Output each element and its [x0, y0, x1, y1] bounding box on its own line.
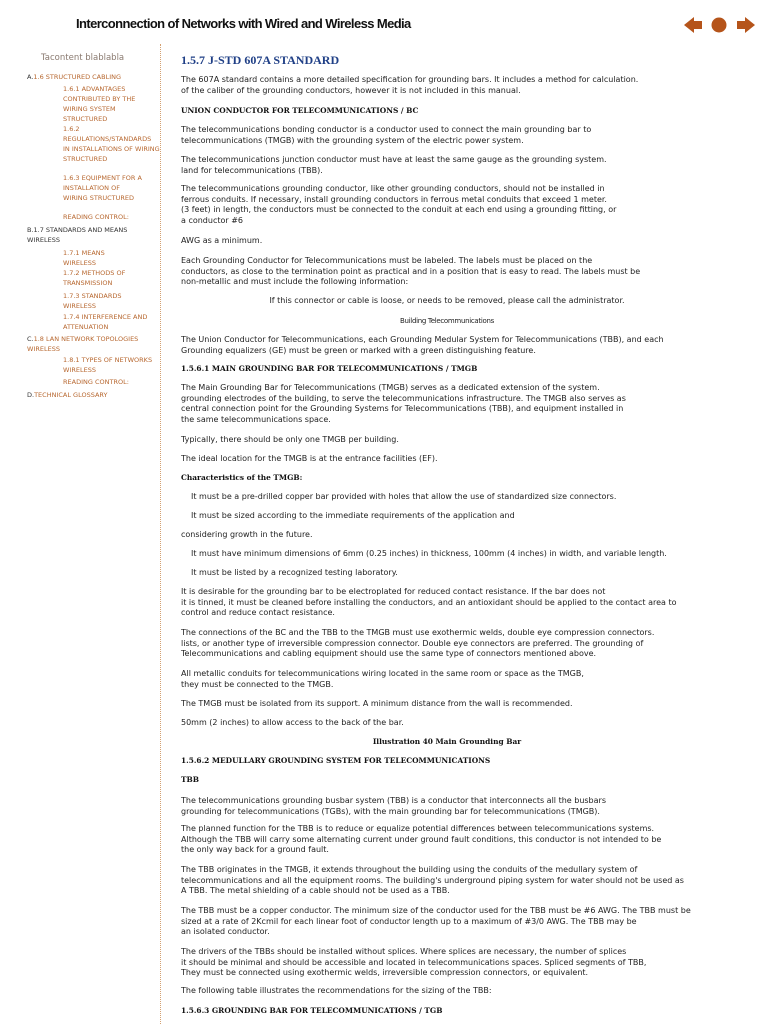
toc-item-label: 1.7.1 MEANS WIRELESS	[63, 249, 105, 267]
paragraph: The TBB must be a copper conductor. The minimum size of the conductor used for the TBB must be #6 AWG. The TBB must be sized at a rate of 2Kcmil for each linear foot of conductor length up to a maximum of #3/0 AWG. The TBB may be an isolated conductor.	[181, 906, 691, 937]
subheading: 1.5.6.3 GROUNDING BAR FOR TELECOMMUNICATIONS / TGB	[181, 1006, 443, 1015]
toc-item-glossary[interactable]	[27, 390, 157, 400]
arrow-left-icon[interactable]	[684, 17, 702, 33]
paragraph: The planned function for the TBB is to reduce or equalize potential differences between telecommunications systems. Although the TBB will carry some alternating current under ground fault conditions, this conductor is not intended to be the only way back for a ground fault.	[181, 824, 662, 855]
toc-item-reading-control-a[interactable]	[63, 212, 153, 222]
toc-item-label: READING CONTROL:	[63, 378, 129, 386]
paragraph: The following table illustrates the recommendations for the sizing of the TBB:	[181, 986, 492, 995]
sidebar-divider	[160, 44, 161, 1024]
header	[0, 0, 768, 40]
toc-marker: D.	[27, 391, 35, 399]
paragraph: 50mm (2 inches) to allow access to the back of the bar.	[181, 718, 404, 727]
subheading: 1.5.6.2 MEDULLARY GROUNDING SYSTEM FOR TELECOMMUNICATIONS	[181, 756, 491, 765]
subheading: Characteristics of the TMGB:	[181, 473, 303, 482]
toc-item-1-7-3[interactable]	[63, 291, 145, 311]
paragraph: The ideal location for the TMGB is at the entrance facilities (EF).	[181, 454, 438, 463]
site-title: Interconnection of Networks with Wired and Wireless Media	[76, 16, 411, 31]
paragraph: The 607A standard contains a more detailed specification for grounding bars. It includes a method for calculation. of the caliber of the grounding conductors, however it is not included in this manual.	[181, 75, 639, 95]
toc-item-label: 1.8.1 TYPES OF NETWORKS WIRELESS	[63, 356, 153, 374]
toc-marker: A.	[27, 73, 34, 81]
toc-item-1-8-1[interactable]	[63, 355, 158, 375]
paragraph: The Main Grounding Bar for Telecommunications (TMGB) serves as a dedicated extension of the system. grounding electrodes of the building, to serve the telecommunications infrastructure. The TMGB also serves as central connection point for the Grounding Systems for Telecommunications (TBB), and equipment installed in the same telecommunications space.	[181, 383, 626, 425]
list-item: It must have minimum dimensions of 6mm (0.25 inches) in thickness, 100mm (4 inches) in width, and variable length.	[191, 549, 667, 558]
label-notice: If this connector or cable is loose, or needs to be removed, please call the administrator.	[269, 296, 625, 305]
subheading: TBB	[181, 775, 199, 784]
toc-item-label: READING CONTROL:	[63, 213, 129, 221]
paragraph: The telecommunications bonding conductor is a conductor used to connect the main grounding bar to telecommunications (TMGB) with the grounding system of the electric power system.	[181, 125, 592, 145]
paragraph: AWG as a minimum.	[181, 236, 263, 245]
paragraph: The drivers of the TBBs should be installed without splices. Where splices are necessary, the number of splices it should be minimal and should be accessible and located in telecommunications spaces. Spliced segments of TBB, They must be connected using exothermic welds, irreversible compression connectors, or equivalent.	[181, 947, 647, 978]
toc-item-label: TECHNICAL GLOSSARY	[34, 391, 108, 399]
toc-item-1-6-3[interactable]	[63, 173, 145, 203]
toc-item-1-7[interactable]	[27, 225, 139, 245]
paragraph: The TBB originates in the TMGB, it extends throughout the building using the conduits of the medullary system of telecommunications and all the equipment rooms. The building's underground piping system for water should not be used as A TBB. The metal shielding of a cable should not be used as a TBB.	[181, 865, 684, 896]
list-item: It must be a pre-drilled copper bar provided with holes that allow the use of standardized size connectors.	[191, 492, 617, 501]
toc-item-label: 1.7.2 METHODS OF TRANSMISSION	[63, 269, 126, 287]
toc-item-1-7-1[interactable]	[63, 248, 118, 268]
paragraph: The Union Conductor for Telecommunications, each Grounding Medular System for Telecommunications (TBB), and each Grounding equalizers (GE) must be green or marked with a green distinguishing feature.	[181, 335, 664, 355]
list-item: It must be sized according to the immediate requirements of the application and	[191, 511, 515, 520]
toc-marker: C.	[27, 335, 34, 343]
paragraph: The telecommunications grounding conductor, like other grounding conductors, should not be installed in ferrous conduits. If necessary, install grounding conductors in ferrous metal conduits that exceed 1 meter. (3 feet) in length, the conductors must be connected to the conduit at each end using a grounding fitting, or a conductor #6	[181, 184, 617, 226]
toc-item-1-8[interactable]	[27, 334, 159, 354]
section-heading: 1.5.7 J-STD 607A STANDARD	[181, 53, 340, 67]
toc-title: Tacontent blablabla	[41, 53, 125, 63]
arrow-right-icon[interactable]	[737, 17, 755, 33]
toc-item-label: 1.6.2 REGULATIONS/STANDARDS IN INSTALLATIONS OF WIRING STRUCTURED	[63, 125, 160, 163]
toc-item-1-6-1[interactable]	[63, 84, 145, 124]
paragraph: It is desirable for the grounding bar to be electroplated for reduced contact resistance. If the bar does not it is tinned, it must be cleaned before installing the conductors, and an antioxidant should be applied to the contact area to control and reduce contact resistance.	[181, 587, 677, 618]
home-circle-icon[interactable]	[711, 17, 727, 33]
toc-marker: B.	[27, 226, 34, 234]
paragraph: The telecommunications grounding busbar system (TBB) is a conductor that interconnects all the busbars grounding for telecommunications (TGBs), with the main grounding bar for telecommunications (TMGB).	[181, 796, 606, 816]
figure-caption: Building Telecommunications	[400, 317, 494, 325]
toc-item-1-7-4[interactable]	[63, 312, 158, 332]
toc-item-1-7-2[interactable]	[63, 268, 145, 288]
paragraph: The telecommunications junction conductor must have at least the same gauge as the grounding system. land for telecommunications (TBB).	[181, 155, 607, 175]
subheading: UNION CONDUCTOR FOR TELECOMMUNICATIONS / BC	[181, 106, 419, 115]
list-item: It must be listed by a recognized testing laboratory.	[191, 568, 398, 577]
toc-item-label: 1.6.1 ADVANTAGES CONTRIBUTED BY THE WIRING SYSTEM STRUCTURED	[63, 85, 136, 123]
paragraph: Typically, there should be only one TMGB per building.	[181, 435, 399, 444]
toc-item-1-6[interactable]	[27, 72, 157, 82]
paragraph: The connections of the BC and the TBB to the TMGB must use exothermic welds, double eye compression connectors. lists, or another type of irreversible compression connector. Double eye connectors are preferred. The grounding of Telecommunications and cabling equipment should use the same type of connectors mentioned above.	[181, 628, 655, 659]
toc-item-label: 1.7.3 STANDARDS WIRELESS	[63, 292, 122, 310]
paragraph: Each Grounding Conductor for Telecommunications must be labeled. The labels must be placed on the conductors, as close to the termination point as practical and in a position that is easy to read. The labels must be non-metallic and must include the following information:	[181, 256, 641, 287]
paragraph: The TMGB must be isolated from its support. A minimum distance from the wall is recommended.	[181, 699, 573, 708]
toc-item-label: 1.6 STRUCTURED CABLING	[33, 73, 122, 81]
toc-item-label: 1.8 LAN NETWORK TOPOLOGIES WIRELESS	[27, 335, 139, 353]
paragraph: considering growth in the future.	[181, 530, 313, 539]
paragraph: All metallic conduits for telecommunications wiring located in the same room or space as the TMGB, they must be connected to the TMGB.	[181, 669, 584, 689]
subheading: 1.5.6.1 MAIN GROUNDING BAR FOR TELECOMMUNICATIONS / TMGB	[181, 364, 478, 373]
figure-caption: Illustration 40 Main Grounding Bar	[372, 737, 522, 746]
toc-item-label: 1.6.3 EQUIPMENT FOR A INSTALLATION OF WIRING STRUCTURED	[63, 174, 142, 202]
toc-item-label: 1.7 STANDARDS AND MEANS WIRELESS	[27, 226, 128, 244]
toc-item-1-6-2[interactable]	[63, 124, 160, 164]
toc-item-label: 1.7.4 INTERFERENCE AND ATTENUATION	[63, 313, 148, 331]
toc-item-reading-control-c[interactable]	[63, 377, 153, 387]
